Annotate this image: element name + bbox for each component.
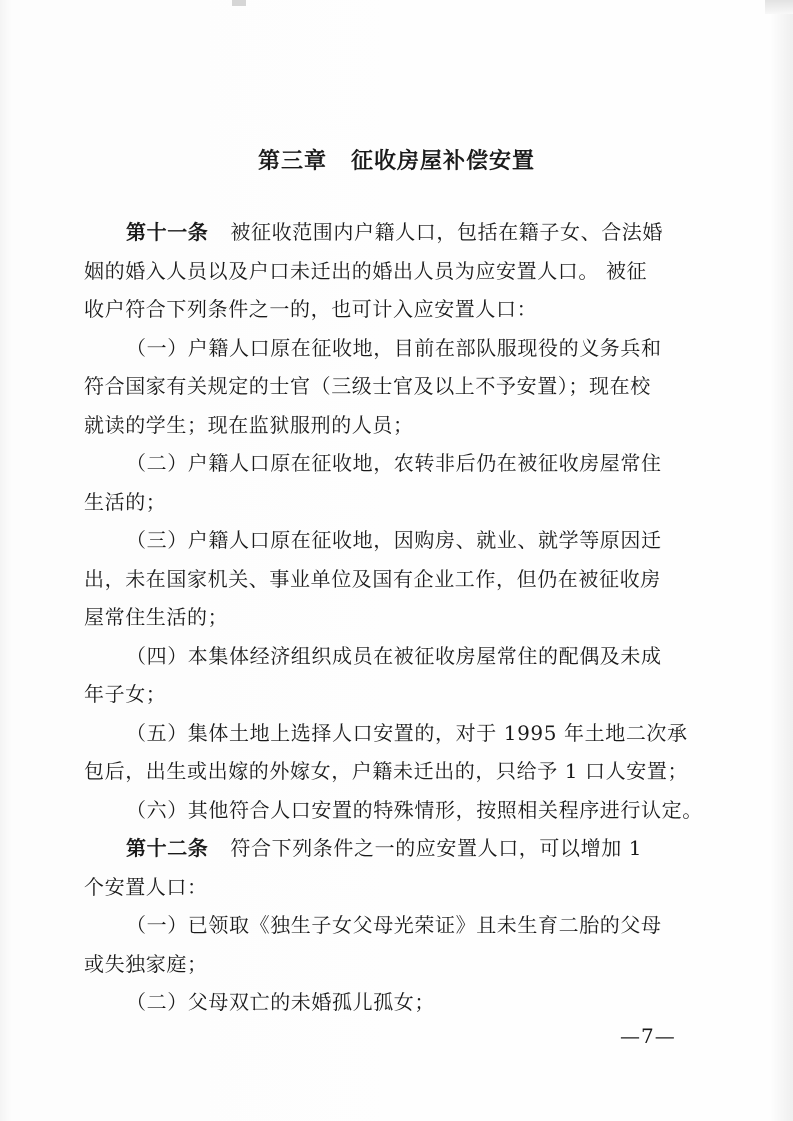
item-11-5-line-2: 包后，出生或出嫁的外嫁女，户籍未迁出的，只给予 1 口人安置； <box>84 759 689 783</box>
item-11-6-line-1: （六）其他符合人口安置的特殊情形，按照相关程序进行认定。 <box>126 797 703 822</box>
article-11-text: 被征收范围内户籍人口，包括在籍子女、合法婚 <box>230 220 664 244</box>
article-12-text: 符合下列条件之一的应安置人口，可以增加 1 <box>230 836 643 860</box>
article-11-line-3: 收户符合下列条件之一的，也可计入应安置人口： <box>84 297 538 321</box>
item-11-3-line-2: 出，未在国家机关、事业单位及国有企业工作，但仍在被征收房 <box>84 566 661 591</box>
chapter-title <box>0 144 793 175</box>
scan-edge-shadow <box>765 0 793 14</box>
item-11-4-line-1: （四）本集体经济组织成员在被征收房屋常住的配偶及未成 <box>126 643 662 668</box>
article-11-line-1 <box>84 213 690 252</box>
item-11-3-line-1: （三）户籍人口原在征收地，因购房、就业、就学等原因迁 <box>126 528 662 552</box>
chapter-label: 第三章 <box>257 148 327 174</box>
article-11-heading: 第十一条 <box>126 220 209 244</box>
item-12-1-line-1: （一）已领取《独生子女父母光荣证》且未生育二胎的父母 <box>126 913 662 937</box>
article-11-line-2: 姻的婚入人员以及户口未迁出的婚出人员为应安置人口。 被征 <box>84 258 648 283</box>
scan-artifact <box>232 0 246 6</box>
item-11-1-line-1: （一）户籍人口原在征收地，目前在部队服现役的义务兵和 <box>126 335 662 360</box>
item-11-3-line-3: 屋常住生活的； <box>84 605 229 629</box>
item-11-1-line-3: 就读的学生；现在监狱服刑的人员； <box>84 412 414 437</box>
item-11-5-line-1: （五）集体土地上选择人口安置的，对于 1995 年土地二次承 <box>126 720 688 745</box>
article-12-line-2: 个安置人口： <box>84 874 208 899</box>
item-12-1-line-2: 或失独家庭； <box>84 951 208 976</box>
chapter-heading: 征收房屋补偿安置 <box>351 148 536 174</box>
item-12-2-line-1: （二）父母双亡的未婚孤儿孤女； <box>126 990 435 1014</box>
item-11-2-line-2: 生活的； <box>84 489 167 514</box>
item-11-2-line-1: （二）户籍人口原在征收地，农转非后仍在被征收房屋常住 <box>126 451 662 475</box>
article-12-line-1 <box>84 829 690 868</box>
page-number: —7— <box>620 1024 676 1048</box>
article-12-heading: 第十二条 <box>126 836 209 860</box>
item-11-1-line-2: 符合国家有关规定的士官（三级士官及以上不予安置）；现在校 <box>84 374 651 398</box>
document-body <box>84 213 703 1022</box>
item-11-4-line-2: 年子女； <box>84 682 167 706</box>
